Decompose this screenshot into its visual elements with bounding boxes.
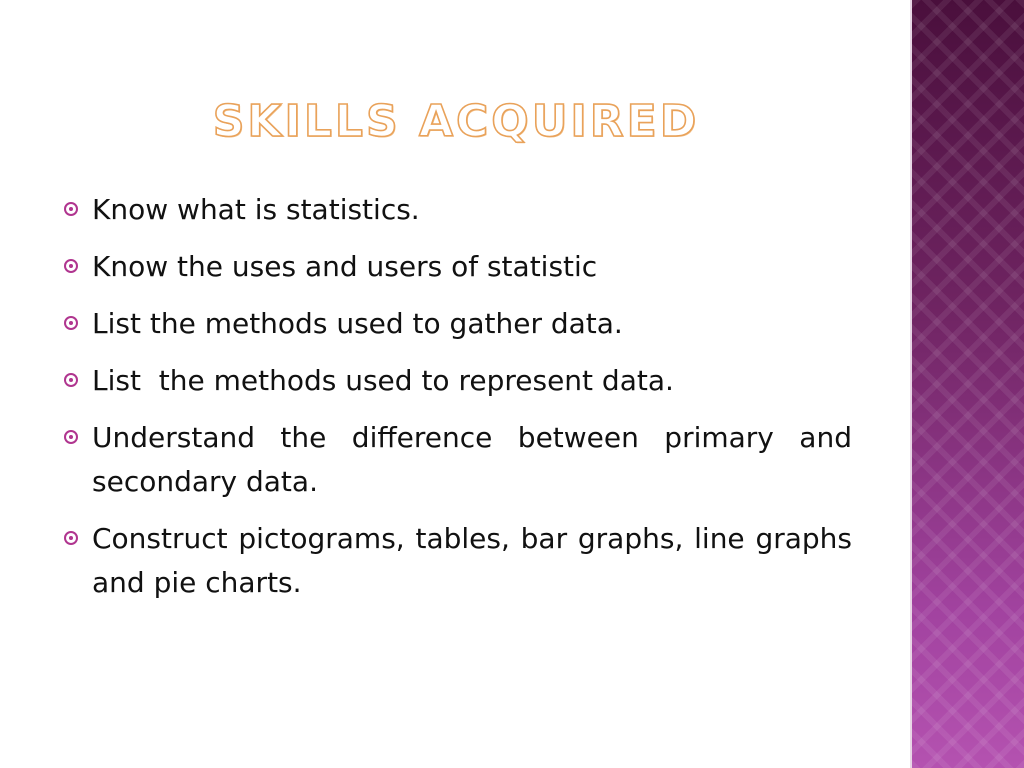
bullet-icon [64, 202, 78, 216]
bullet-item [62, 517, 852, 605]
bullet-icon [64, 316, 78, 330]
bullet-icon [64, 259, 78, 273]
bullet-item [62, 302, 852, 346]
decorative-side-band [912, 0, 1024, 768]
bullet-text: List the methods used to represent data. [92, 364, 674, 397]
bullet-text: Understand the difference between primary and secondary data. [92, 421, 852, 498]
bullet-text: List the methods used to gather data. [92, 307, 623, 340]
bullet-list [62, 188, 852, 618]
bullet-text: Construct pictograms, tables, bar graphs, line graphs and pie charts. [92, 522, 852, 599]
bullet-text: Know what is statistics. [92, 193, 420, 226]
bullet-item [62, 188, 852, 232]
bullet-item [62, 245, 852, 289]
bullet-item [62, 416, 852, 504]
slide-title: SKILLS ACQUIRED [212, 96, 700, 147]
bullet-text: Know the uses and users of statistic [92, 250, 598, 283]
bullet-icon [64, 430, 78, 444]
bullet-icon [64, 531, 78, 545]
bullet-item [62, 359, 852, 403]
bullet-icon [64, 373, 78, 387]
